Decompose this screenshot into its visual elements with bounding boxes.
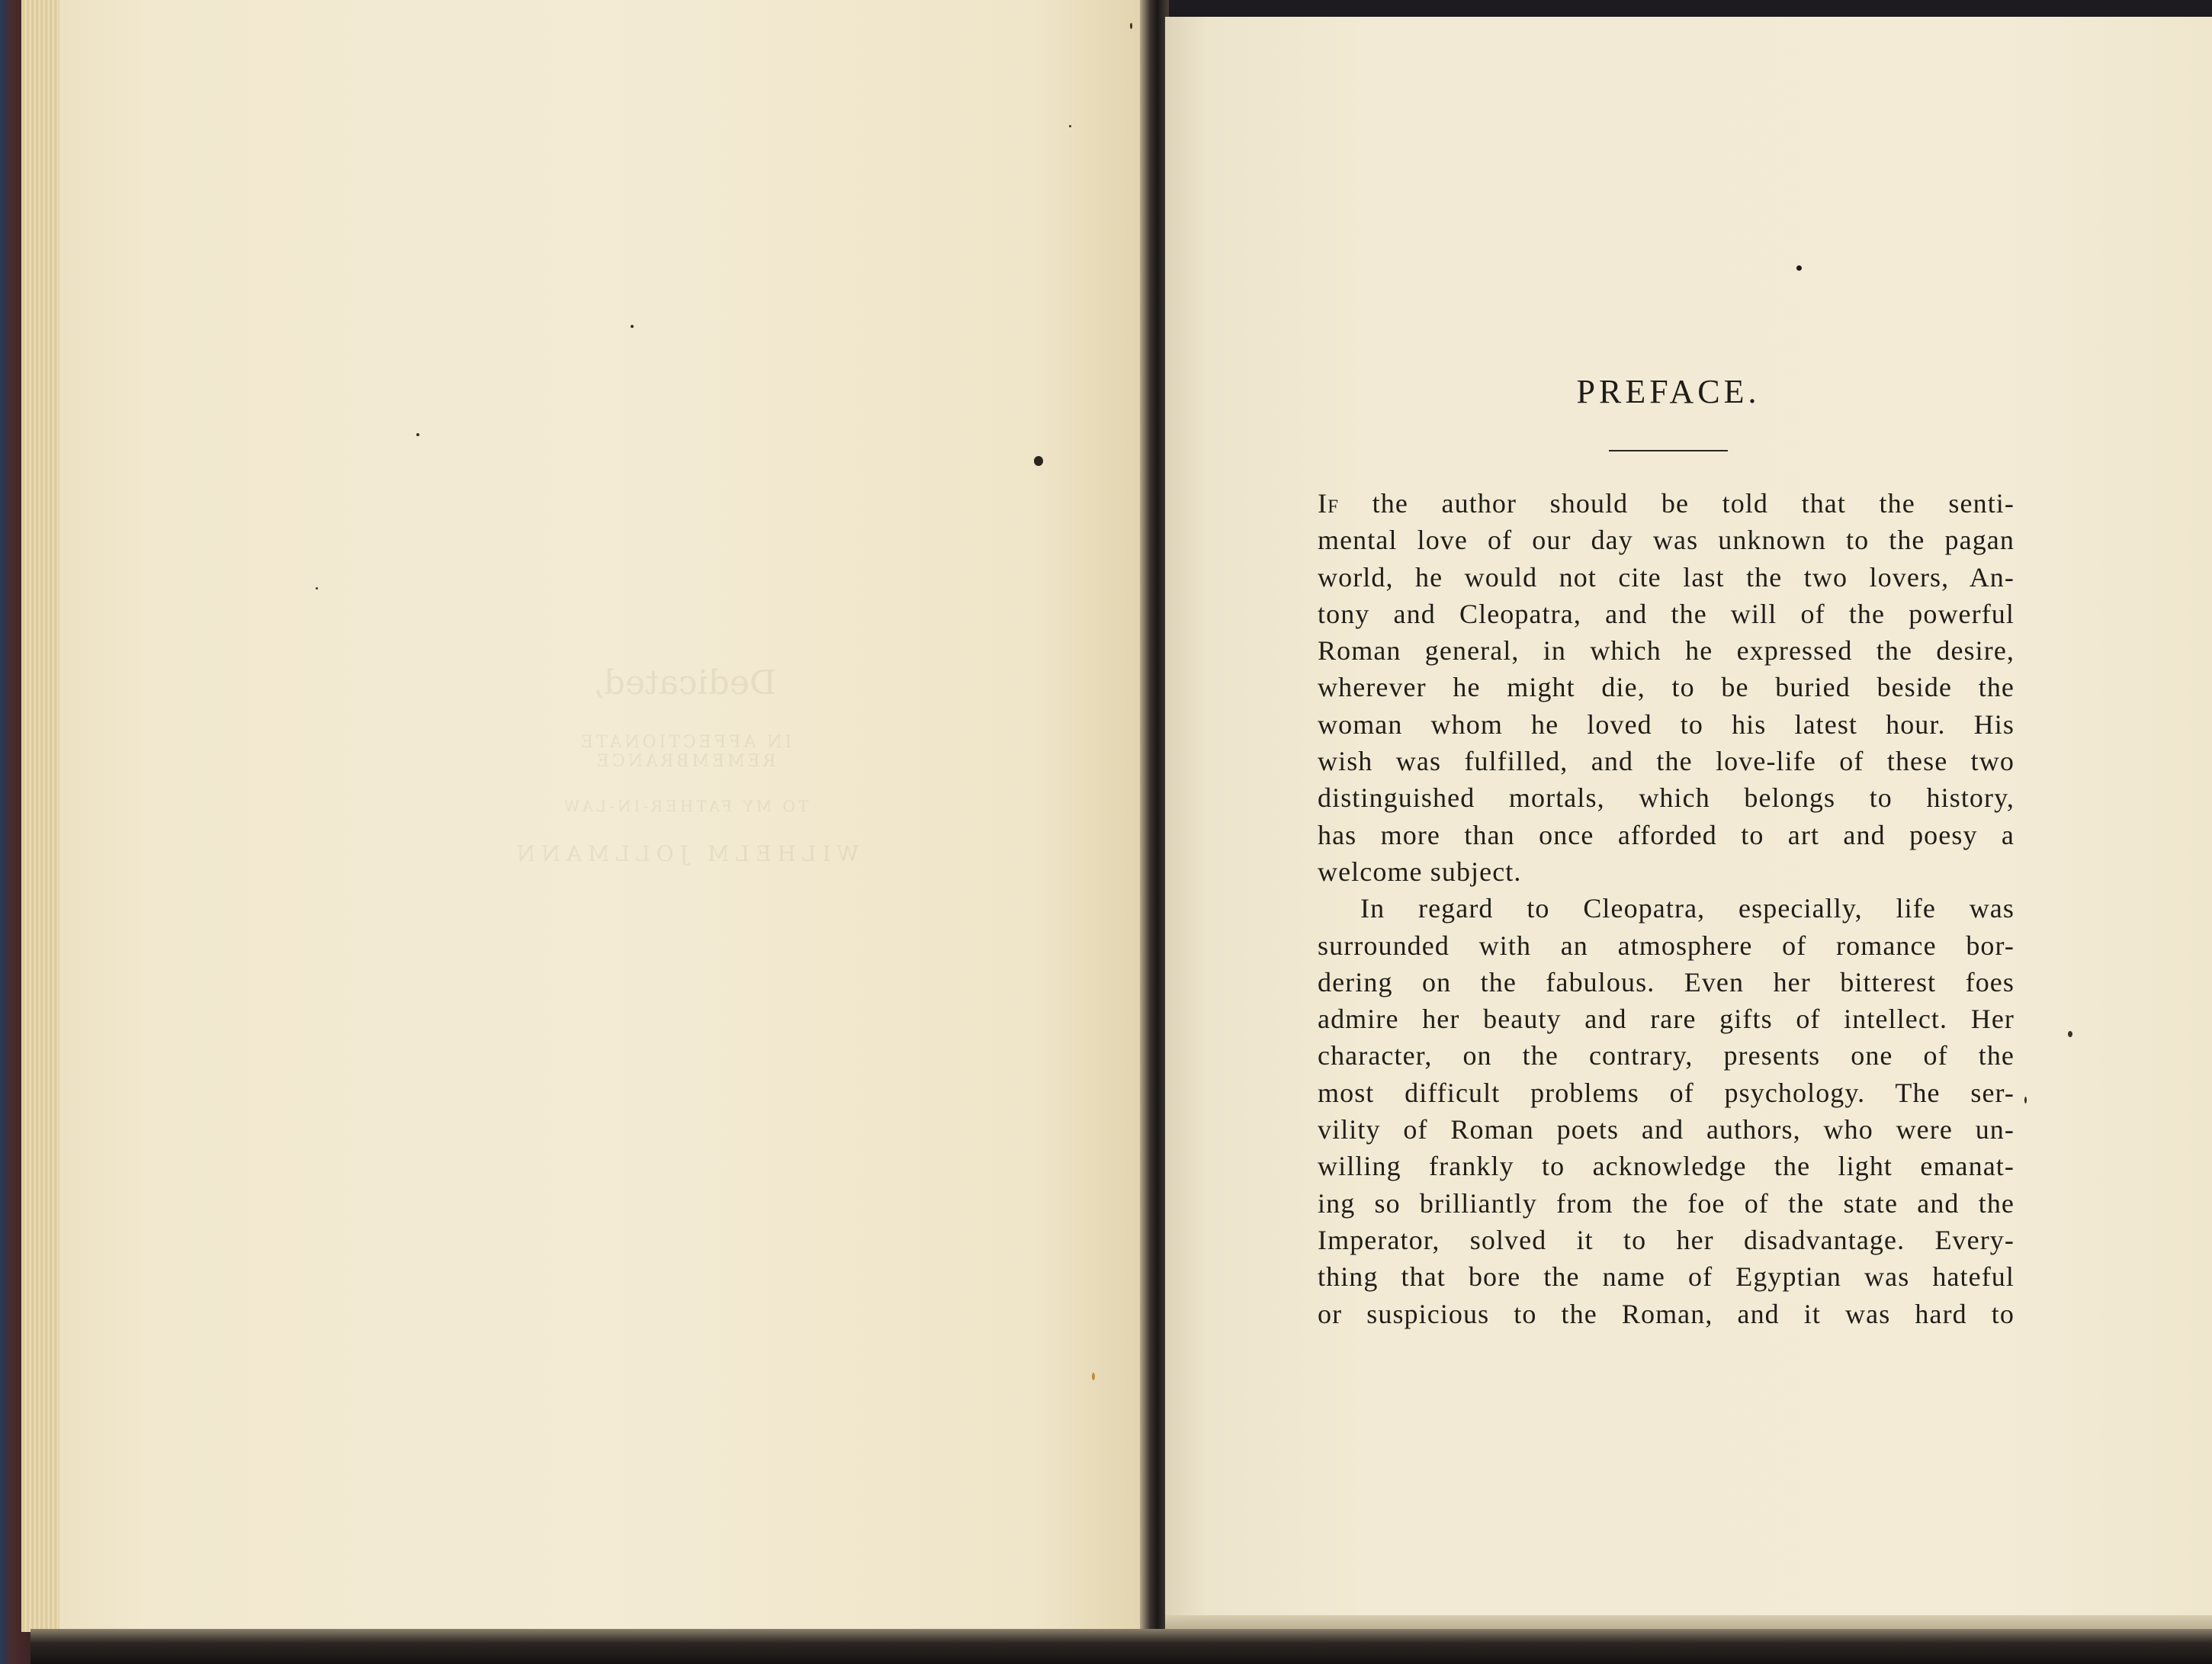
page-title: PREFACE. [1576, 373, 1761, 410]
paper-speck [2068, 1031, 2072, 1037]
text-line: world, he would not cite last the two lovers, An- [1318, 561, 2015, 593]
paper-speck [1092, 1373, 1095, 1380]
text-line: willing frankly to acknowledge the light emanat- [1318, 1151, 2015, 1182]
text-line [1318, 485, 2015, 522]
book-bottom-edge [30, 1629, 2212, 1664]
drop-word: If [1318, 488, 1340, 519]
title-divider [1609, 450, 1728, 451]
preface-body [1318, 485, 2015, 1332]
paper-speck [1034, 456, 1043, 466]
text-line-content: the author should be told that the senti- [1339, 488, 2015, 519]
showthrough-line: WILHELM JOLLMANN [510, 841, 859, 866]
text-line: most difficult problems of psychology. The ser- [1318, 1077, 2015, 1108]
text-line: tony and Cleopatra, and the will of the powerful [1318, 598, 2015, 629]
text-line: distinguished mortals, which belongs to history, [1318, 782, 2015, 814]
text-line: wherever he might die, to be buried beside the [1318, 672, 2015, 703]
text-line: wish was fulfilled, and the love-life of these two [1318, 746, 2015, 777]
text-line: surrounded with an atmosphere of romance bor- [1318, 930, 2015, 961]
text-line: vility of Roman poets and authors, who were un- [1318, 1114, 2015, 1145]
showthrough-dedication [486, 663, 883, 866]
text-line: dering on the fabulous. Even her bitterest foes [1318, 966, 2015, 997]
text-line: admire her beauty and rare gifts of intellect. Her [1318, 1004, 2015, 1035]
text-line: Roman general, in which he expressed the desire, [1318, 635, 2015, 667]
showthrough-line: IN AFFECTIONATE REMEMBRANCE [577, 733, 792, 771]
showthrough-line: TO MY FATHER-IN-LAW [560, 797, 809, 815]
paper-speck [1069, 125, 1071, 127]
left-page [59, 0, 1142, 1630]
text-line: In regard to Cleopatra, especially, life was [1360, 893, 2015, 924]
text-line: or suspicious to the Roman, and it was hard to [1318, 1298, 2015, 1329]
text-line: thing that bore the name of Egyptian was hateful [1318, 1261, 2015, 1293]
paper-speck [416, 433, 419, 436]
text-line: Imperator, solved it to her disadvantage. Every- [1318, 1224, 2015, 1255]
paper-speck [2024, 1097, 2027, 1103]
paper-speck [1130, 23, 1132, 29]
text-line: character, on the contrary, presents one of the [1318, 1040, 2015, 1071]
text-line: welcome subject. [1318, 856, 1522, 887]
paper-speck [631, 325, 634, 328]
paper-speck [316, 587, 318, 589]
text-line: woman whom he loved to his latest hour. His [1318, 708, 2015, 740]
paper-speck [1796, 265, 1802, 271]
text-line: has more than once afforded to art and poesy a [1318, 819, 2015, 850]
showthrough-line: Dedicated, [592, 663, 777, 702]
text-line: ing so brilliantly from the foe of the state and the [1318, 1187, 2015, 1219]
text-line: mental love of our day was unknown to the pagan [1318, 525, 2015, 556]
